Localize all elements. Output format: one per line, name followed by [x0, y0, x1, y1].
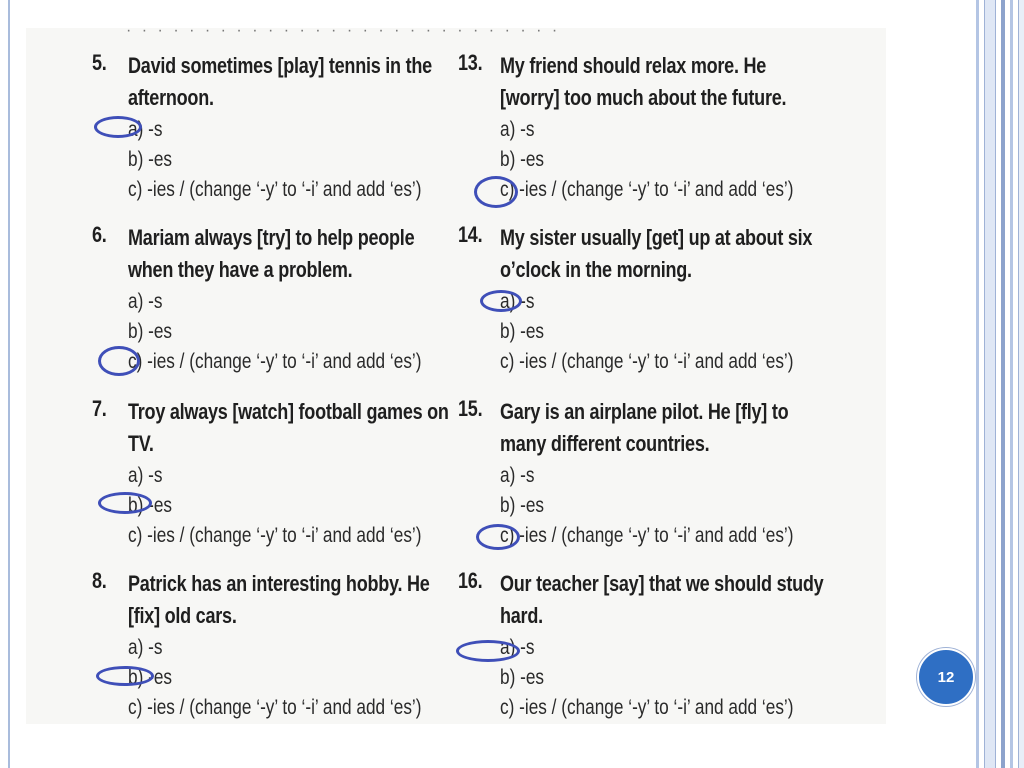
frame-right-stripe	[1001, 0, 1005, 768]
question-text: Troy always [watch] football games on TV.	[128, 399, 449, 456]
question-number: 6.	[92, 222, 107, 247]
option-a[interactable]: a) -s	[128, 118, 163, 141]
question-text: My sister usually [get] up at about six o’clock in the morning.	[500, 225, 813, 282]
option-c[interactable]: c) -ies / (change ‘-y’ to ‘-i’ and add ‘es’)	[500, 178, 794, 201]
frame-right-stripe	[984, 0, 996, 768]
option-c[interactable]: c) -ies / (change ‘-y’ to ‘-i’ and add ‘es’)	[500, 350, 794, 373]
option-a[interactable]: a) -s	[128, 464, 163, 487]
question-text: Mariam always [try] to help people when they have a problem.	[128, 225, 415, 282]
option-b[interactable]: b) -es	[500, 494, 545, 517]
question-text: Our teacher [say] that we should study hard.	[500, 571, 824, 628]
answer-circle-q6	[98, 346, 140, 376]
question-number: 5.	[92, 50, 107, 75]
option-c[interactable]: c) -ies / (change ‘-y’ to ‘-i’ and add ‘es’)	[128, 524, 422, 547]
question-number: 14.	[458, 222, 483, 247]
option-c[interactable]: c) -ies / (change ‘-y’ to ‘-i’ and add ‘es’)	[128, 696, 422, 719]
option-b[interactable]: b) -es	[500, 320, 545, 343]
answer-circle-q13	[474, 176, 518, 208]
option-a[interactable]: a) -s	[128, 290, 163, 313]
option-c[interactable]: c) -ies / (change ‘-y’ to ‘-i’ and add ‘es’)	[500, 696, 794, 719]
question-text: David sometimes [play] tennis in the afternoon.	[128, 53, 432, 110]
question-text: My friend should relax more. He [worry] too much about the future.	[500, 53, 787, 110]
answer-circle-q15	[476, 524, 520, 550]
worksheet-scan	[26, 28, 886, 724]
frame-right-stripe	[1010, 0, 1013, 768]
question-number: 16.	[458, 568, 483, 593]
answer-circle-q5	[94, 116, 142, 138]
answer-circle-q16	[456, 640, 520, 662]
option-a[interactable]: a) -s	[500, 636, 535, 659]
answer-circle-q14	[480, 290, 522, 312]
option-a[interactable]: a) -s	[500, 118, 535, 141]
option-c[interactable]: c) -ies / (change ‘-y’ to ‘-i’ and add ‘es’)	[500, 524, 794, 547]
option-b[interactable]: b) -es	[500, 148, 545, 171]
option-b[interactable]: b) -es	[128, 494, 173, 517]
option-b[interactable]: b) -es	[128, 148, 173, 171]
option-a[interactable]: a) -s	[500, 464, 535, 487]
question-text: Gary is an airplane pilot. He [fly] to many different countries.	[500, 399, 789, 456]
answer-circle-q8	[96, 666, 154, 686]
option-c[interactable]: c) -ies / (change ‘-y’ to ‘-i’ and add ‘es’)	[128, 178, 422, 201]
option-a[interactable]: a) -s	[500, 290, 535, 313]
answer-circle-q7	[98, 492, 152, 514]
question-number: 8.	[92, 568, 107, 593]
option-c[interactable]: c) -ies / (change ‘-y’ to ‘-i’ and add ‘es’)	[128, 350, 422, 373]
frame-right-stripe	[976, 0, 979, 768]
question-number: 13.	[458, 50, 483, 75]
frame-left-border	[8, 0, 10, 768]
frame-right-stripe	[1018, 0, 1024, 768]
cropped-text-fragment: · · · · · · · · · · · · · · · · · · · · · · · · · · · ·	[126, 28, 561, 38]
question-number: 15.	[458, 396, 483, 421]
option-b[interactable]: b) -es	[128, 320, 173, 343]
option-b[interactable]: b) -es	[500, 666, 545, 689]
option-b[interactable]: b) -es	[128, 666, 173, 689]
option-a[interactable]: a) -s	[128, 636, 163, 659]
slide-number-badge: 12	[917, 648, 975, 706]
question-number: 7.	[92, 396, 107, 421]
question-text: Patrick has an interesting hobby. He [fix] old cars.	[128, 571, 430, 628]
